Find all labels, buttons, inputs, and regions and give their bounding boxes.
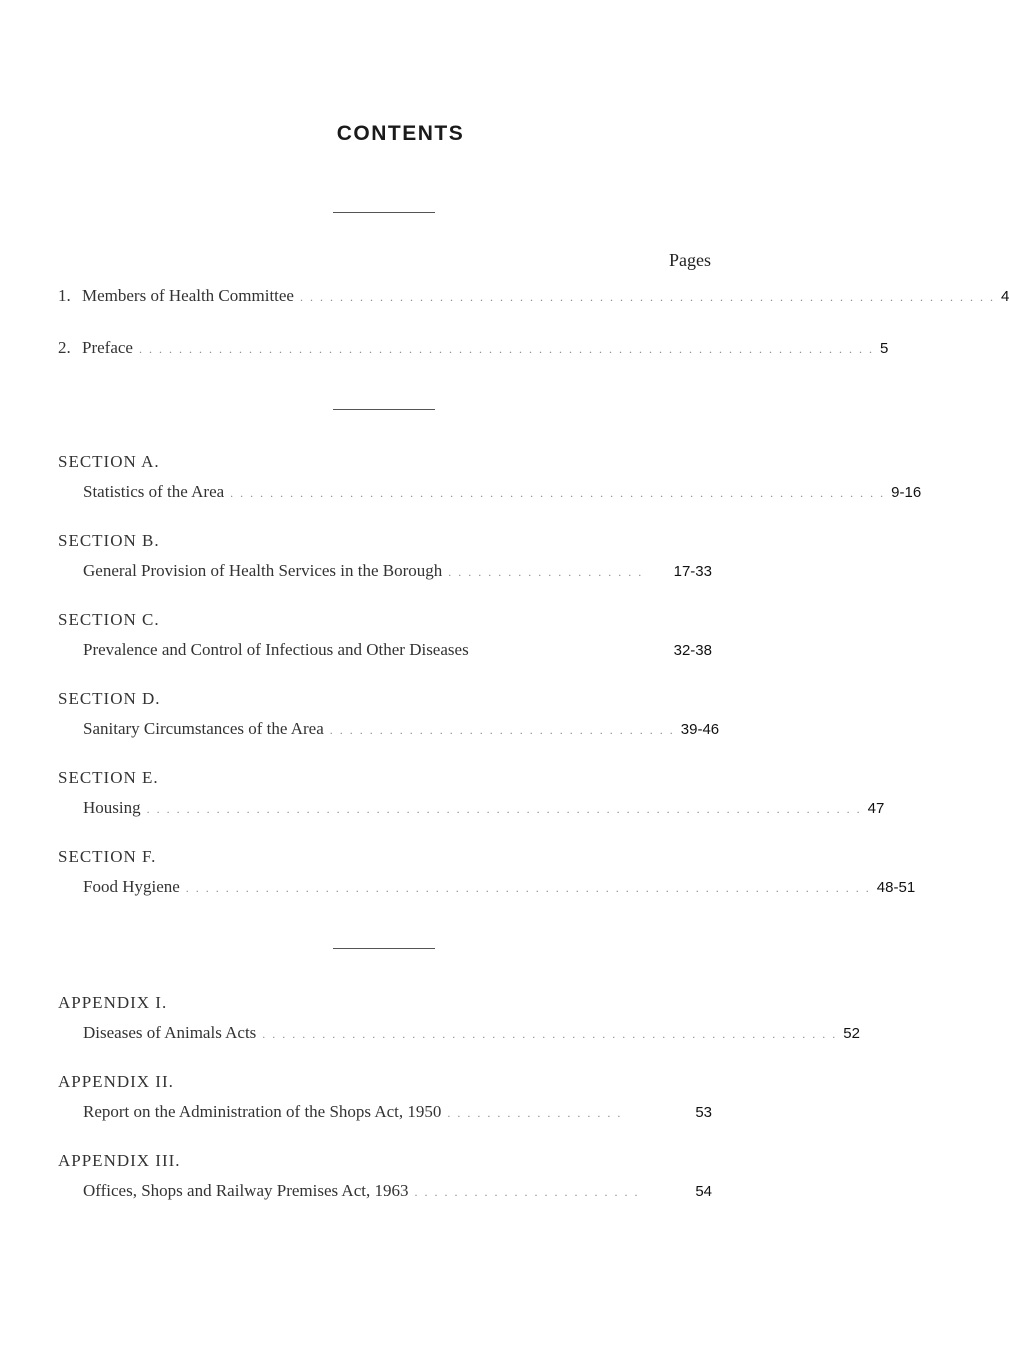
entry-title: Food Hygiene (83, 877, 180, 896)
section-d-heading: SECTION D. (58, 689, 161, 708)
entry-page: 39-46 (680, 721, 720, 738)
entry-page: 52 (843, 1025, 860, 1042)
divider-2 (333, 409, 435, 410)
entry-page: 48-51 (876, 879, 916, 896)
entry-title: Members of Health Committee (82, 286, 294, 305)
entry-title: General Provision of Health Services in the Borough (83, 561, 443, 580)
section-a-heading: SECTION A. (58, 452, 160, 471)
entry-page: 5 (879, 340, 889, 357)
pages-column-header: Pages (669, 250, 711, 270)
entry-page: 9-16 (891, 484, 922, 501)
entry-title: Diseases of Animals Acts (83, 1023, 257, 1042)
entry-number: 2. (58, 338, 71, 357)
toc-entry-section-d[interactable] (83, 719, 720, 739)
section-e-heading: SECTION E. (58, 768, 159, 787)
leader-dots: . . . . . . . . . . . . . . . . . . . . . . . . . . . . . . . . . . . . . . . . . . . . . . . . . . . . . . . . . . . . . . . . . . . . . . . . (146, 802, 862, 816)
entry-title: Prevalence and Control of Infectious and Other Diseases (83, 640, 469, 659)
entry-page: 4 (1000, 288, 1009, 305)
entry-page: 53 (695, 1104, 712, 1121)
section-c-heading: SECTION C. (58, 610, 160, 629)
entry-page: 47 (867, 800, 885, 817)
entry-title: Housing (83, 798, 141, 817)
toc-entry-section-c[interactable] (83, 640, 712, 660)
toc-entry-appendix-2[interactable] (83, 1102, 712, 1122)
entry-title: Statistics of the Area (83, 482, 225, 501)
toc-entry-appendix-3[interactable] (83, 1181, 712, 1201)
toc-entry-section-a[interactable] (83, 482, 922, 502)
leader-dots: . . . . . . . . . . . . . . . . . . . . (448, 565, 644, 579)
appendix-3-heading: APPENDIX III. (58, 1151, 181, 1170)
entry-page: 32-38 (673, 642, 712, 659)
leader-dots: . . . . . . . . . . . . . . . . . . . . . . . (414, 1185, 640, 1199)
toc-entry-section-e[interactable] (83, 798, 885, 818)
leader-dots: . . . . . . . . . . . . . . . . . . (447, 1106, 623, 1120)
entry-title: Report on the Administration of the Shops Act, 1950 (83, 1102, 442, 1121)
divider-3 (333, 948, 435, 949)
entry-title: Offices, Shops and Railway Premises Act, 1963 (83, 1181, 409, 1200)
leader-dots: . . . . . . . . . . . . . . . . . . . . . . . . . . . . . . . . . . . . . . . . . . . . . . . . . . . . . . . . . . . . . . . . . . . . . . . . . . (138, 342, 874, 356)
entry-page: 17-33 (673, 563, 712, 580)
leader-dots: . . . . . . . . . . . . . . . . . . . . . . . . . . . . . . . . . . . (329, 723, 675, 737)
leader-dots: . . . . . . . . . . . . . . . . . . . . . . . . . . . . . . . . . . . . . . . . . . . . . . . . . . . . . . . . . . . . . . . . . . . . . (185, 881, 871, 895)
entry-title: Sanitary Circumstances of the Area (83, 719, 324, 738)
entry-page: 54 (695, 1183, 712, 1200)
divider-1 (333, 212, 435, 213)
toc-entry-members[interactable] (58, 286, 1009, 306)
appendix-2-heading: APPENDIX II. (58, 1072, 174, 1091)
toc-entry-appendix-1[interactable] (83, 1023, 860, 1043)
toc-entry-preface[interactable] (58, 338, 889, 358)
toc-entry-section-b[interactable] (83, 561, 712, 581)
toc-entry-section-f[interactable] (83, 877, 916, 897)
entry-title: Preface (82, 338, 133, 357)
page-title: CONTENTS (336, 122, 465, 145)
section-b-heading: SECTION B. (58, 531, 160, 550)
section-f-heading: SECTION F. (58, 847, 157, 866)
leader-dots: . . . . . . . . . . . . . . . . . . . . . . . . . . . . . . . . . . . . . . . . . . . . . . . . . . . . . . . . . . . . . . . . . . (230, 486, 886, 500)
leader-dots: . . . . . . . . . . . . . . . . . . . . . . . . . . . . . . . . . . . . . . . . . . . . . . . . . . . . . . . . . . . . . . . . . . . . . . (299, 290, 995, 304)
entry-number: 1. (58, 286, 71, 305)
appendix-1-heading: APPENDIX I. (58, 993, 168, 1012)
leader-dots: . . . . . . . . . . . . . . . . . . . . . . . . . . . . . . . . . . . . . . . . . . . . . . . . . . . . . . . . . . (262, 1027, 838, 1041)
